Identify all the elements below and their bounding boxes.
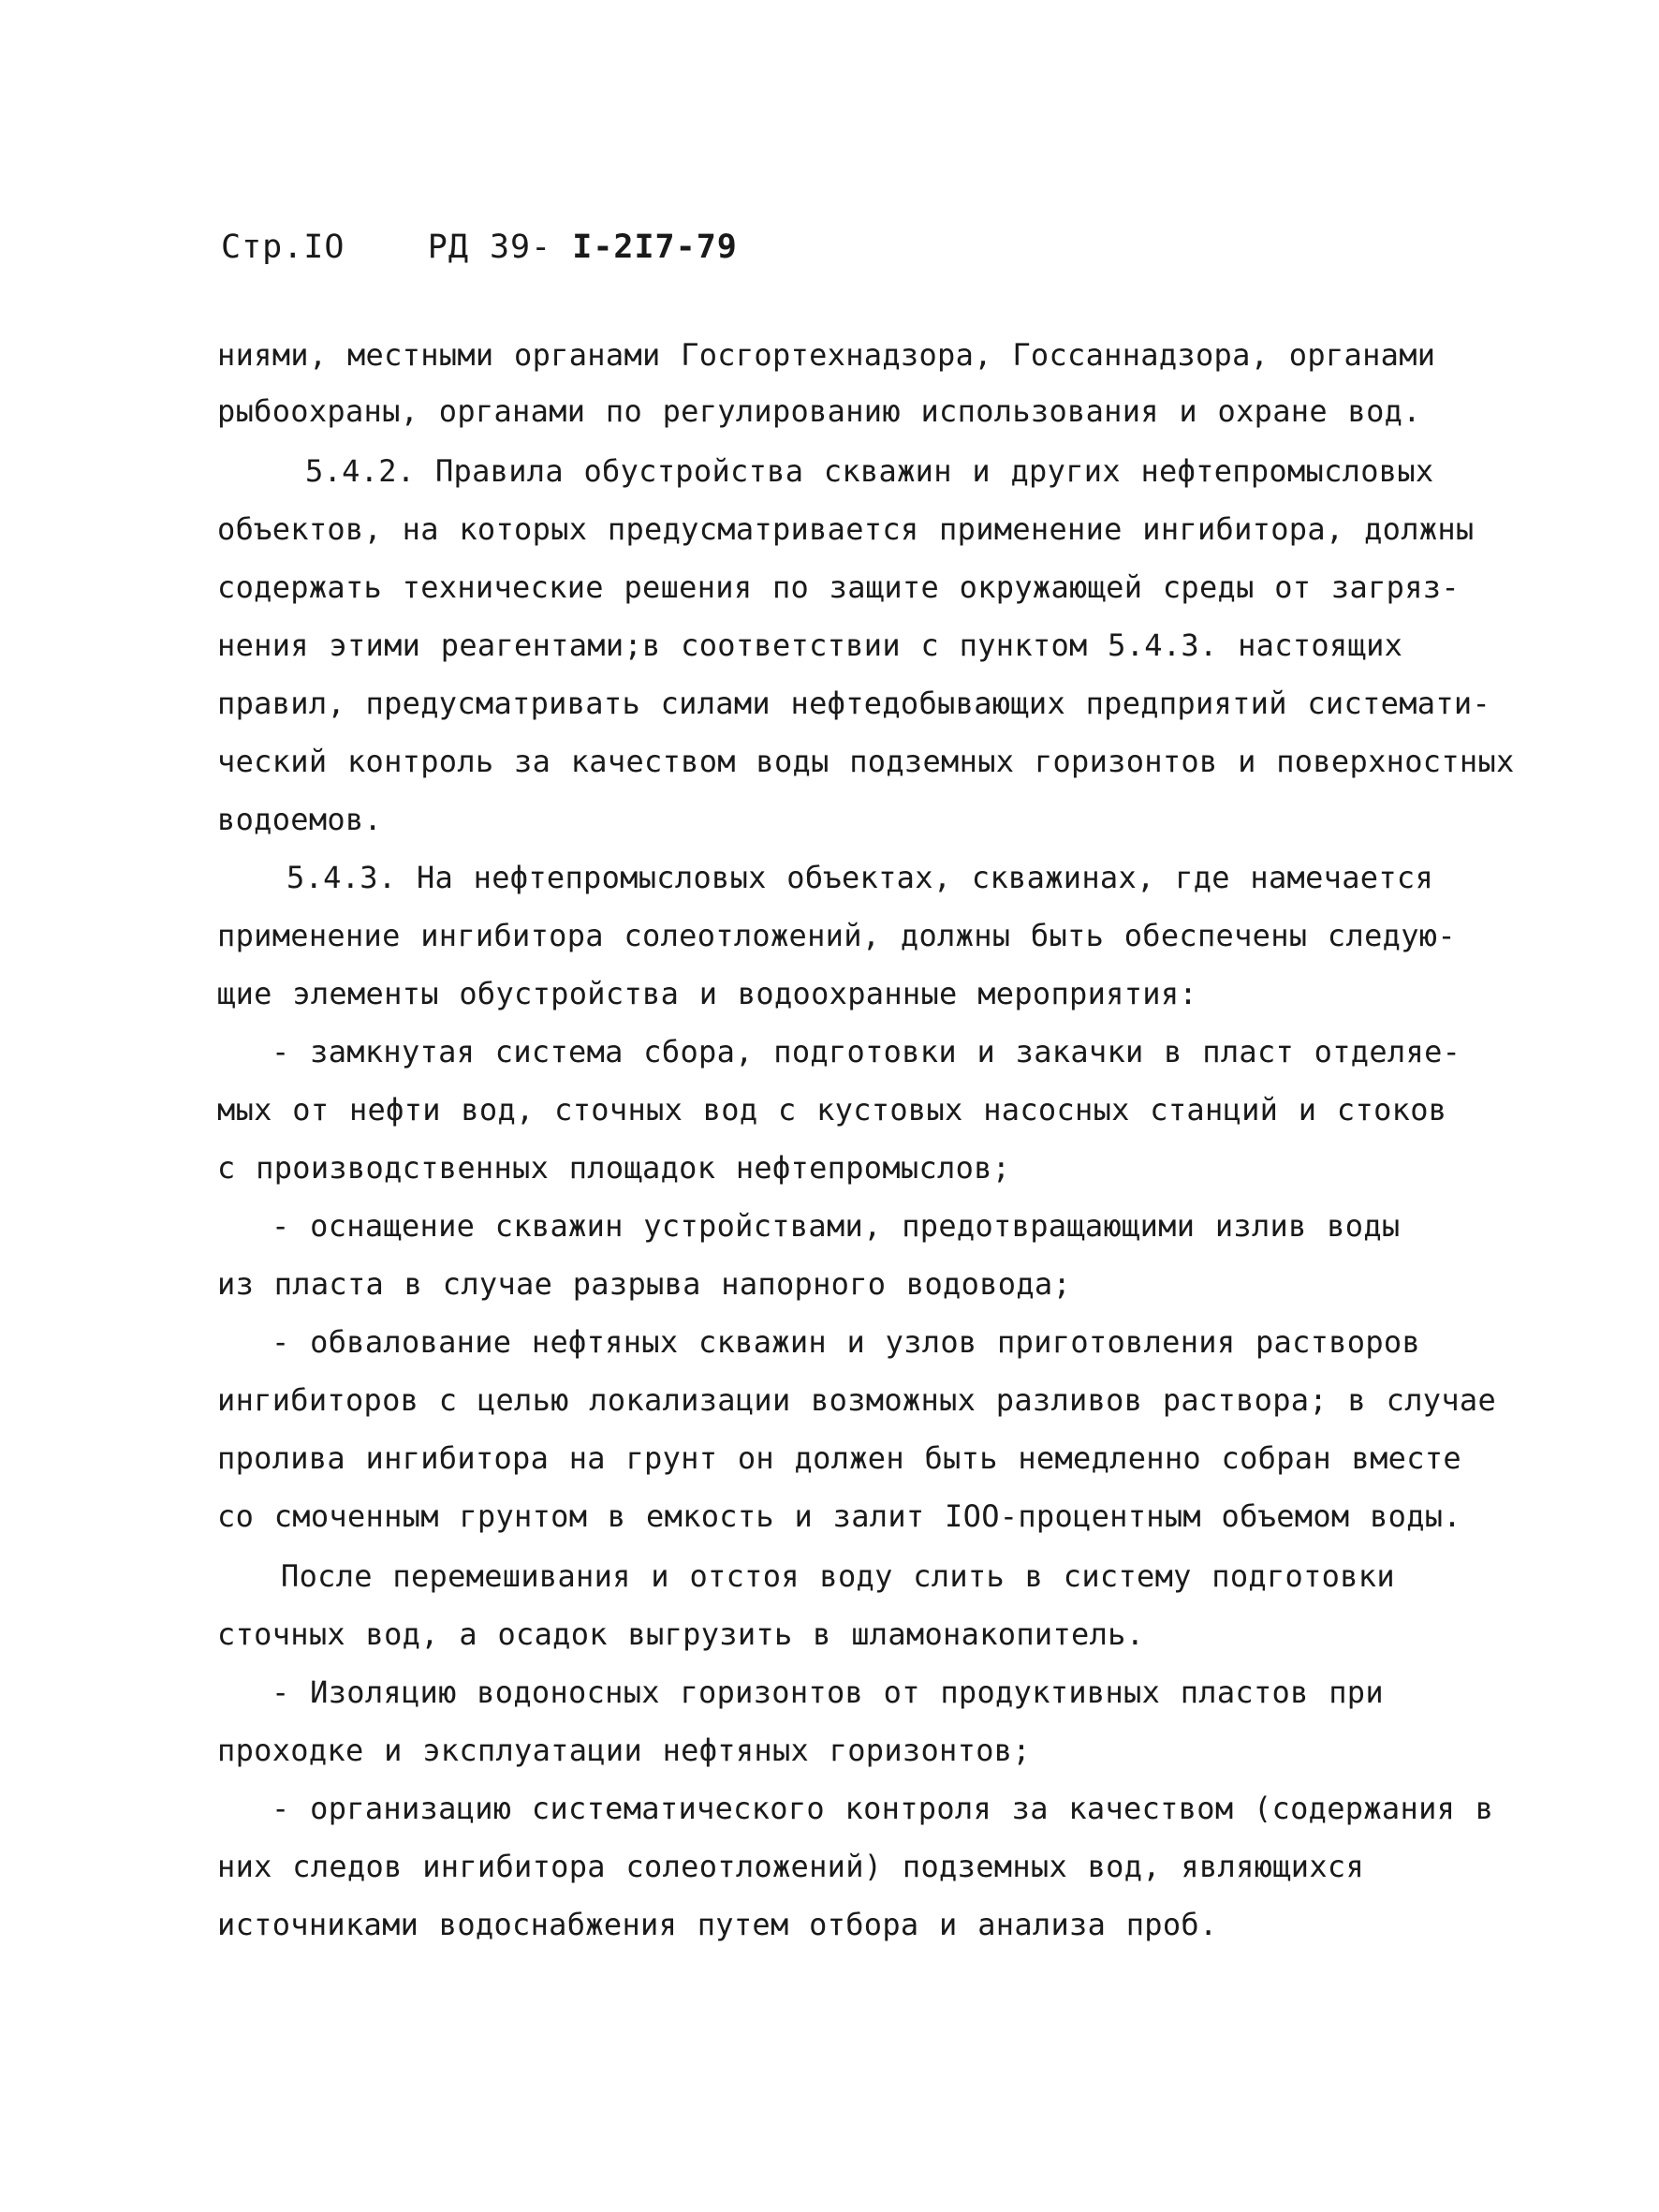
text-line: ниями, местными органами Госгортехнадзора, Госсаннадзора, органами xyxy=(217,337,1436,373)
text-line: пролива ингибитора на грунт он должен быть немедленно собран вместе xyxy=(217,1440,1461,1476)
text-line: рыбоохраны, органами по регулированию использования и охране вод. xyxy=(217,393,1421,429)
text-line: с производственных площадок нефтепромыслов; xyxy=(217,1150,1011,1186)
text-line: со смоченным грунтом в емкость и залит IOO-процентным объемом воды. xyxy=(217,1498,1461,1534)
text-line: применение ингибитора солеотложений, должны быть обеспечены следую- xyxy=(217,918,1456,953)
text-line: - замкнутая система сбора, подготовки и закачки в пласт отделяе- xyxy=(272,1034,1461,1069)
document-code-prefix: РД 39- xyxy=(427,229,552,266)
text-line: - Изоляцию водоносных горизонтов от продуктивных пластов при xyxy=(272,1674,1384,1710)
document-code-number: I-2I7-79 xyxy=(572,229,738,266)
text-line: 5.4.2. Правила обустройства скважин и других нефтепромысловых xyxy=(305,453,1434,489)
text-line: ческий контроль за качеством воды подземных горизонтов и поверхностных xyxy=(217,744,1515,779)
text-line: правил, предусматривать силами нефтедобывающих предприятий системати- xyxy=(217,686,1491,721)
page-number: Стр.IO xyxy=(221,229,345,266)
text-line: из пласта в случае разрыва напорного водовода; xyxy=(217,1266,1072,1302)
text-line: сточных вод, а осадок выгрузить в шламонакопитель. xyxy=(217,1616,1145,1652)
text-line: содержать технические решения по защите окружающей среды от загряз- xyxy=(217,569,1460,605)
text-line: источниками водоснабжения путем отбора и анализа проб. xyxy=(217,1907,1218,1942)
text-line: нения этими реагентами;в соответствии с пунктом 5.4.3. настоящих xyxy=(217,627,1403,663)
text-line: проходке и эксплуатации нефтяных горизонтов; xyxy=(217,1733,1031,1768)
text-line: водоемов. xyxy=(217,802,383,837)
page-header xyxy=(221,229,738,266)
text-line: После перемешивания и отстоя воду слить в систему подготовки xyxy=(281,1558,1395,1594)
text-line: них следов ингибитора солеотложений) подземных вод, являющихся xyxy=(217,1849,1365,1884)
text-line: мых от нефти вод, сточных вод с кустовых насосных станций и стоков xyxy=(217,1092,1447,1128)
text-line: ингибиторов с целью локализации возможных разливов раствора; в случае xyxy=(217,1382,1497,1418)
text-line: 5.4.3. На нефтепромысловых объектах, скважинах, где намечается xyxy=(286,860,1434,895)
text-line: - оснащение скважин устройствами, предотвращающими излив воды xyxy=(272,1208,1401,1244)
text-line: - организацию систематического контроля за качеством (содержания в xyxy=(272,1791,1494,1826)
text-line: - обвалование нефтяных скважин и узлов приготовления растворов xyxy=(272,1324,1421,1360)
text-line: щие элементы обустройства и водоохранные мероприятия: xyxy=(217,976,1197,1011)
text-line: объектов, на которых предусматривается применение ингибитора, должны xyxy=(217,511,1475,547)
